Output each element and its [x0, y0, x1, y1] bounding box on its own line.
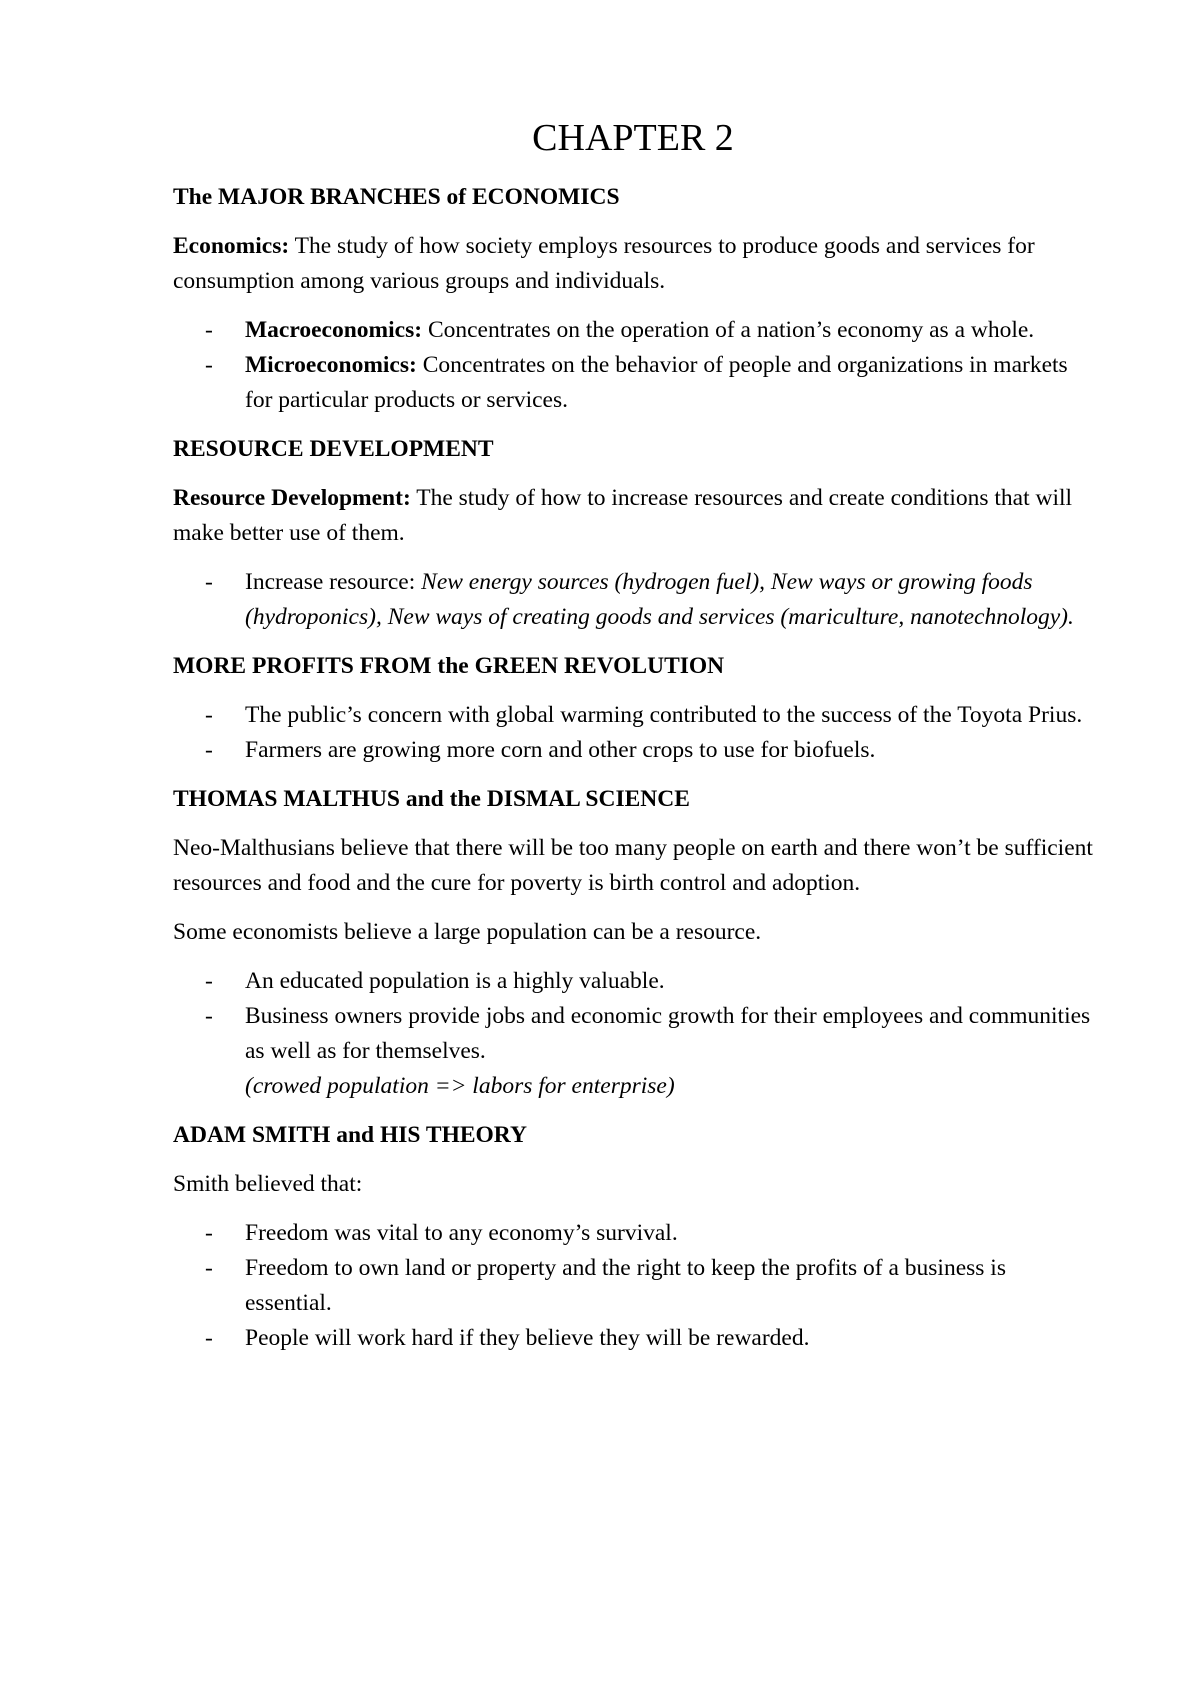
list-item-text: Business owners provide jobs and economic growth for their employees and communities as well as for themselves. [245, 1003, 1091, 1064]
heading-adam-smith: ADAM SMITH and HIS THEORY [173, 1122, 527, 1148]
heading-green-revolution: MORE PROFITS FROM the GREEN REVOLUTION [173, 653, 725, 679]
microeconomics-text: Concentrates on the behavior of people and organizations in markets for particular products or services. [245, 352, 1068, 413]
dash-marker: - [205, 1220, 213, 1246]
list-item-own-property [173, 1251, 1093, 1321]
macroeconomics-text: Concentrates on the operation of a nation’s economy as a whole. [422, 317, 1035, 343]
heading-major-branches: The MAJOR BRANCHES of ECONOMICS [173, 184, 620, 210]
increase-resource-examples: New energy sources (hydrogen fuel), New ways or growing foods (hydroponics), New ways of creating goods and services (mariculture, nanotechnology). [245, 569, 1074, 630]
economics-term: Economics: [173, 233, 290, 259]
increase-resource-label: Increase resource: [245, 569, 422, 595]
dash-marker: - [205, 1003, 213, 1029]
dash-marker: - [205, 1325, 213, 1351]
resource-development-term: Resource Development: [173, 485, 411, 511]
list-item-educated-population [173, 964, 1093, 999]
economics-definition-text: The study of how society employs resources to produce goods and services for consumption among various groups and individuals. [173, 233, 1035, 294]
list-item-text: An educated population is a highly valuable. [245, 968, 665, 994]
green-list [173, 698, 1093, 768]
dash-marker: - [205, 569, 213, 595]
resource-development-definition [173, 481, 1093, 551]
list-item-text: The public’s concern with global warming contributed to the success of the Toyota Prius. [245, 702, 1083, 728]
economics-definition [173, 229, 1093, 299]
dash-marker: - [205, 1255, 213, 1281]
dash-marker: - [205, 317, 213, 343]
list-item-text: Farmers are growing more corn and other crops to use for biofuels. [245, 737, 876, 763]
list-item-text: Freedom was vital to any economy’s survival. [245, 1220, 678, 1246]
list-item-text: People will work hard if they believe they will be rewarded. [245, 1325, 810, 1351]
dash-marker: - [205, 968, 213, 994]
list-item-increase-resource [173, 565, 1093, 635]
macroeconomics-term: Macroeconomics: [245, 317, 423, 343]
list-item-work-hard [173, 1321, 1093, 1356]
list-item-microeconomics [173, 348, 1093, 418]
list-item-business-owners [173, 999, 1093, 1104]
list-item-macroeconomics [173, 313, 1093, 348]
microeconomics-term: Microeconomics: [245, 352, 417, 378]
dash-marker: - [205, 352, 213, 378]
population-note: (crowed population => labors for enterprise) [245, 1073, 675, 1099]
document-body [173, 180, 1093, 1370]
resource-development-text: The study of how to increase resources and create conditions that will make better use of them. [173, 485, 1073, 546]
list-item-biofuels [173, 733, 1093, 768]
branches-list [173, 313, 1093, 418]
heading-resource-development: RESOURCE DEVELOPMENT [173, 436, 494, 462]
dash-marker: - [205, 737, 213, 763]
resource-list [173, 565, 1093, 635]
chapter-title: CHAPTER 2 [532, 117, 734, 159]
smith-list [173, 1216, 1093, 1356]
neo-malthusians-paragraph: Neo-Malthusians believe that there will be too many people on earth and there won’t be sufficient resources and food and the cure for poverty is birth control and adoption. [173, 835, 1093, 896]
population-list [173, 964, 1093, 1104]
heading-thomas-malthus: THOMAS MALTHUS and the DISMAL SCIENCE [173, 786, 690, 812]
large-population-paragraph: Some economists believe a large population can be a resource. [173, 919, 762, 945]
dash-marker: - [205, 702, 213, 728]
list-item-text: Freedom to own land or property and the right to keep the profits of a business is essential. [245, 1255, 1006, 1316]
list-item-toyota-prius [173, 698, 1093, 733]
smith-believed-paragraph: Smith believed that: [173, 1171, 363, 1197]
list-item-freedom-vital [173, 1216, 1093, 1251]
